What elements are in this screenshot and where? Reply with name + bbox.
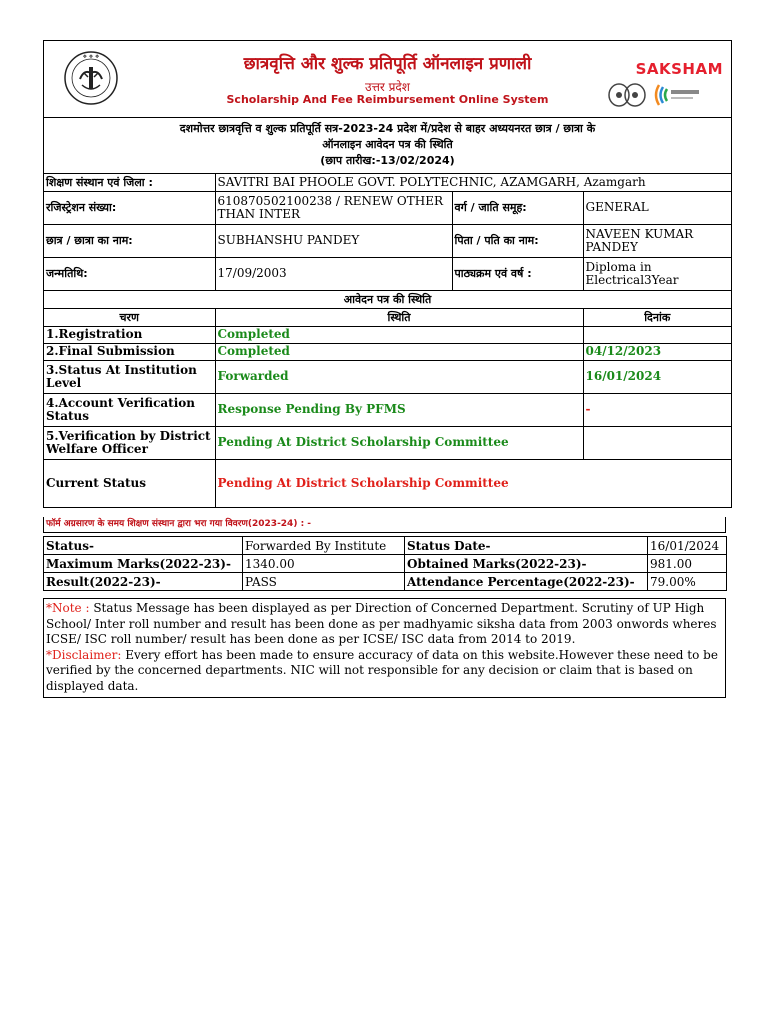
category-label: वर्ग / जाति समूह: — [452, 191, 583, 224]
dob-label: जन्मतिथि: — [44, 257, 215, 290]
stage-status: Response Pending By PFMS — [215, 393, 583, 426]
max-marks-value: 1340.00 — [243, 555, 405, 573]
table-header-row — [44, 308, 731, 326]
stage-status: Pending At District Scholarship Committee — [215, 426, 583, 459]
current-status-value: Pending At District Scholarship Committee — [215, 459, 731, 507]
obtained-marks-value: 981.00 — [648, 555, 727, 573]
disclaimer-prefix: *Disclaimer: — [46, 647, 122, 662]
stage-date — [583, 426, 731, 459]
category-value: GENERAL — [583, 191, 731, 224]
student-name-label: छात्र / छात्रा का नाम: — [44, 224, 215, 257]
stage-name: 1.Registration — [44, 326, 215, 343]
table-row — [44, 257, 731, 290]
status-date-label: Status Date- — [405, 537, 648, 555]
stage-name: 5.Verification by District Welfare Officer — [44, 426, 215, 459]
result-value: PASS — [243, 573, 405, 591]
form-forwarding-note: फॉर्म अग्रसारण के समय शिक्षण संस्थान द्वारा भरा गया विवरण(2023-24) : - — [43, 517, 726, 533]
stage-status: Completed — [215, 326, 583, 343]
table-row — [44, 360, 731, 393]
result-label: Result(2022-23)- — [44, 573, 243, 591]
disclaimer-box — [43, 598, 726, 698]
attendance-label: Attendance Percentage(2022-23)- — [405, 573, 648, 591]
course-label: पाठ्यक्रम एवं वर्ष : — [452, 257, 583, 290]
svg-text:❖ ❖ ❖: ❖ ❖ ❖ — [82, 54, 100, 60]
stage-name: 2.Final Submission — [44, 343, 215, 360]
application-details-table — [44, 174, 731, 507]
state-name-hindi: उत्तर प्रदेश — [365, 80, 410, 94]
disclaimer-text: Every effort has been made to ensure accuracy of data on this website.However these need to be verified by the concerned departments. NIC will not responsible for any decision or claim that is based on displayed data. — [46, 647, 718, 693]
current-status-label: Current Status — [44, 459, 215, 507]
print-date: (छाप तारीख:-13/02/2024) — [320, 154, 455, 167]
table-row — [44, 290, 731, 308]
table-row — [44, 191, 731, 224]
column-header-status: स्थिति — [215, 308, 583, 326]
dob-value: 17/09/2003 — [215, 257, 452, 290]
table-row — [44, 174, 731, 191]
status-value: Forwarded By Institute — [243, 537, 405, 555]
column-header-stage: चरण — [44, 308, 215, 326]
stage-date: 04/12/2023 — [583, 343, 731, 360]
status-label: Status- — [44, 537, 243, 555]
application-heading — [44, 118, 731, 174]
stage-status: Forwarded — [215, 360, 583, 393]
status-section-title: आवेदन पत्र की स्थिति — [44, 290, 731, 308]
table-row — [44, 459, 731, 507]
note-text: Status Message has been displayed as per Direction of Concerned Department. Scrutiny of UP High School/ Inter roll number and result has been done as per madhyamic siksha data from 2003 onwords wheres ICSE/ ISC roll number/ result has been done as per ICSE/ ISC data from 2014 to 2019. — [46, 601, 717, 646]
stage-date: 16/01/2024 — [583, 360, 731, 393]
registration-label: रजिस्ट्रेशन संख्या: — [44, 191, 215, 224]
table-row — [44, 326, 731, 343]
saksham-logo: SAKSHAM — [635, 60, 723, 78]
stage-date: - — [583, 393, 731, 426]
stage-name: 4.Account Verification Status — [44, 393, 215, 426]
table-row — [44, 393, 731, 426]
table-row — [44, 224, 731, 257]
institution-value: SAVITRI BAI PHOOLE GOVT. POLYTECHNIC, AZAMGARH, Azamgarh — [215, 174, 731, 191]
table-row — [44, 343, 731, 360]
father-name-value: NAVEEN KUMAR PANDEY — [583, 224, 731, 257]
course-value: Diploma in Electrical3Year — [583, 257, 731, 290]
document-frame — [43, 40, 732, 508]
column-header-date: दिनांक — [583, 308, 731, 326]
table-row — [44, 426, 731, 459]
stage-name: 3.Status At Institution Level — [44, 360, 215, 393]
table-row — [44, 555, 727, 573]
attendance-value: 79.00% — [648, 573, 727, 591]
stage-status: Completed — [215, 343, 583, 360]
page-header — [44, 41, 731, 118]
digital-india-logo-icon — [607, 81, 701, 109]
student-name-value: SUBHANSHU PANDEY — [215, 224, 452, 257]
registration-value: 610870502100238 / RENEW OTHER THAN INTER — [215, 191, 452, 224]
father-name-label: पिता / पति का नाम: — [452, 224, 583, 257]
heading-line-2: ऑनलाइन आवेदन पत्र की स्थिति — [322, 138, 453, 151]
max-marks-label: Maximum Marks(2022-23)- — [44, 555, 243, 573]
status-date-value: 16/01/2024 — [648, 537, 727, 555]
institution-marks-table — [43, 536, 727, 591]
table-row — [44, 537, 727, 555]
heading-line-1: दशमोत्तर छात्रवृत्ति व शुल्क प्रतिपूर्ति सत्र-2023-24 प्रदेश में/प्रदेश से बाहर अध्ययनरत छात्र / छात्रा के — [179, 122, 596, 135]
portal-title-hindi: छात्रवृत्ति और शुल्क प्रतिपूर्ति ऑनलाइन प्रणाली — [243, 54, 532, 74]
note-prefix: *Note : — [46, 601, 90, 615]
institution-label: शिक्षण संस्थान एवं जिला : — [44, 174, 215, 191]
obtained-marks-label: Obtained Marks(2022-23)- — [405, 555, 648, 573]
stage-date — [583, 326, 731, 343]
portal-title-english: Scholarship And Fee Reimbursement Online System — [226, 93, 549, 106]
table-row — [44, 573, 727, 591]
